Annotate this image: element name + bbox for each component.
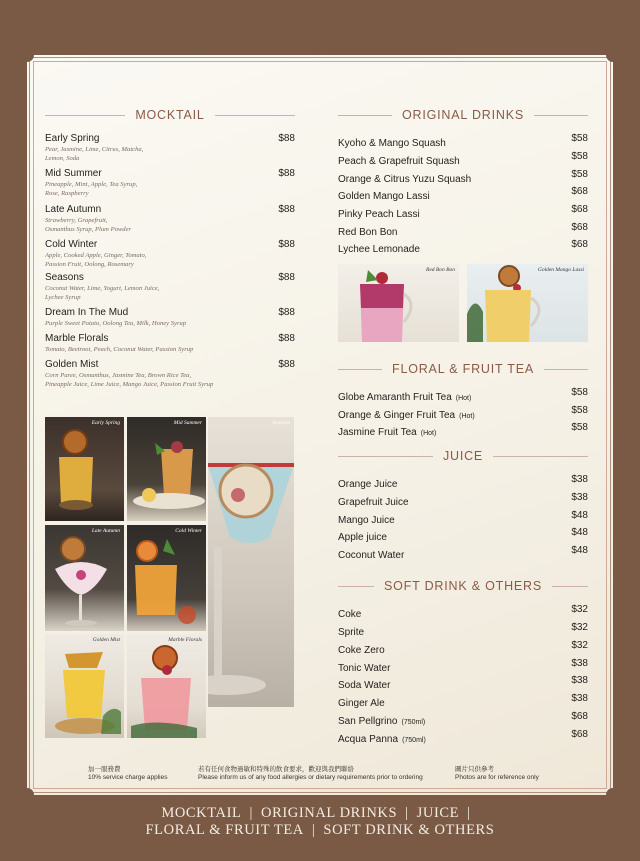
menu-item: Orange Juice $38 (338, 474, 588, 490)
menu-item: Lychee Lemonade $68 (338, 239, 588, 255)
menu-item: San Pellgrino (750ml) $68 (338, 711, 588, 727)
menu-item: Coke Zero $32 (338, 640, 588, 656)
frame-corner (606, 788, 620, 802)
photo-marble-florals: Marble Florals (127, 634, 206, 738)
menu-item: Cold Winter $88 Apple, Cooked Apple, Ginger, Tomato, Passion Fruit, Oolong, Rosemary (45, 239, 295, 268)
floral-tea-heading: FLORAL & FRUIT TEA (338, 362, 588, 376)
frame-corner (20, 48, 34, 62)
frame-corner (606, 48, 620, 62)
photo-golden-mango-lassi: Golden Mango Lassi (467, 264, 588, 342)
photo-golden-mist: Golden Mist (45, 634, 124, 738)
menu-item: Kyoho & Mango Squash $58 (338, 133, 588, 149)
menu-item: Early Spring $88 Pear, Jasmine, Lime, Citrus, Matcha, Lemon, Soda (45, 133, 295, 162)
menu-item: Late Autumn $88 Strawberry, Grapefruit, Osmanthus Syrup, Plum Powder (45, 204, 295, 233)
menu-item: Acqua Panna (750ml) $68 (338, 729, 588, 745)
menu-item: Jasmine Fruit Tea (Hot) $58 (338, 422, 588, 438)
menu-item: Tonic Water $38 (338, 658, 588, 674)
menu-item: Dream In The Mud $88 Purple Sweet Potato, Oolong Tea, Milk, Honey Syrup (45, 307, 295, 327)
juice-heading: JUICE (338, 449, 588, 463)
category-banner-line1: MOCKTAIL | ORIGINAL DRINKS | JUICE | (161, 805, 471, 821)
menu-item: Orange & Citrus Yuzu Squash $58 (338, 169, 588, 185)
menu-item: Coke $32 (338, 604, 588, 620)
frame-corner (20, 788, 34, 802)
photo-seasons: Seasons (208, 417, 294, 707)
photo-early-spring: Early Spring (45, 417, 124, 521)
menu-item: Grapefruit Juice $38 (338, 492, 588, 508)
service-charge-note: 加一服務費 10% service charge applies (88, 766, 168, 781)
menu-item: Golden Mist $88 Corn Puree, Osmanthus, Jasmine Tea, Brown Rice Tea, Pineapple Juice, Lime Juice, Mango Juice, Passion Fruit Syrup (45, 359, 295, 388)
menu-item: Sprite $32 (338, 622, 588, 638)
menu-item: Ginger Ale $38 (338, 693, 588, 709)
menu-item: Apple juice $48 (338, 527, 588, 543)
category-banner-line2: FLORAL & FRUIT TEA | SOFT DRINK & OTHERS (145, 822, 495, 838)
photo-late-autumn: Late Autumn (45, 525, 124, 631)
menu-item: Mid Summer $88 Pineapple, Mint, Apple, Tea Syrup, Rose, Raspberry (45, 168, 295, 197)
allergy-note: 若有任何食物過敏和特殊的飲食要求，歡迎與我們聯絡 Please inform us of any food allergies or dietary requirements prior to ordering (198, 766, 423, 781)
menu-item: Orange & Ginger Fruit Tea (Hot) $58 (338, 405, 588, 421)
menu-item: Seasons $88 Coconut Water, Lime, Yogurt, Lemon Juice, Lychee Syrup (45, 272, 295, 301)
soft-drink-heading: SOFT DRINK & OTHERS (338, 579, 588, 593)
menu-item: Soda Water $38 (338, 675, 588, 691)
photo-cold-winter: Cold Winter (127, 525, 206, 631)
menu-item: Marble Florals $88 Tomato, Beetroot, Peach, Coconut Water, Passion Syrup (45, 333, 295, 353)
menu-item: Globe Amaranth Fruit Tea (Hot) $58 (338, 387, 588, 403)
original-drinks-heading: ORIGINAL DRINKS (338, 108, 588, 122)
menu-item: Coconut Water $48 (338, 545, 588, 561)
mocktail-heading: MOCKTAIL (45, 108, 295, 122)
photo-mid-summer: Mid Summer (127, 417, 206, 521)
menu-item: Peach & Grapefruit Squash $58 (338, 151, 588, 167)
photo-red-bon-bon: Red Bon Bon (338, 264, 459, 342)
menu-item: Mango Juice $48 (338, 510, 588, 526)
photo-reference-note: 圖片只供參考 Photos are for reference only (455, 766, 539, 781)
menu-item: Pinky Peach Lassi $68 (338, 204, 588, 220)
menu-item: Red Bon Bon $68 (338, 222, 588, 238)
menu-item: Golden Mango Lassi $68 (338, 186, 588, 202)
